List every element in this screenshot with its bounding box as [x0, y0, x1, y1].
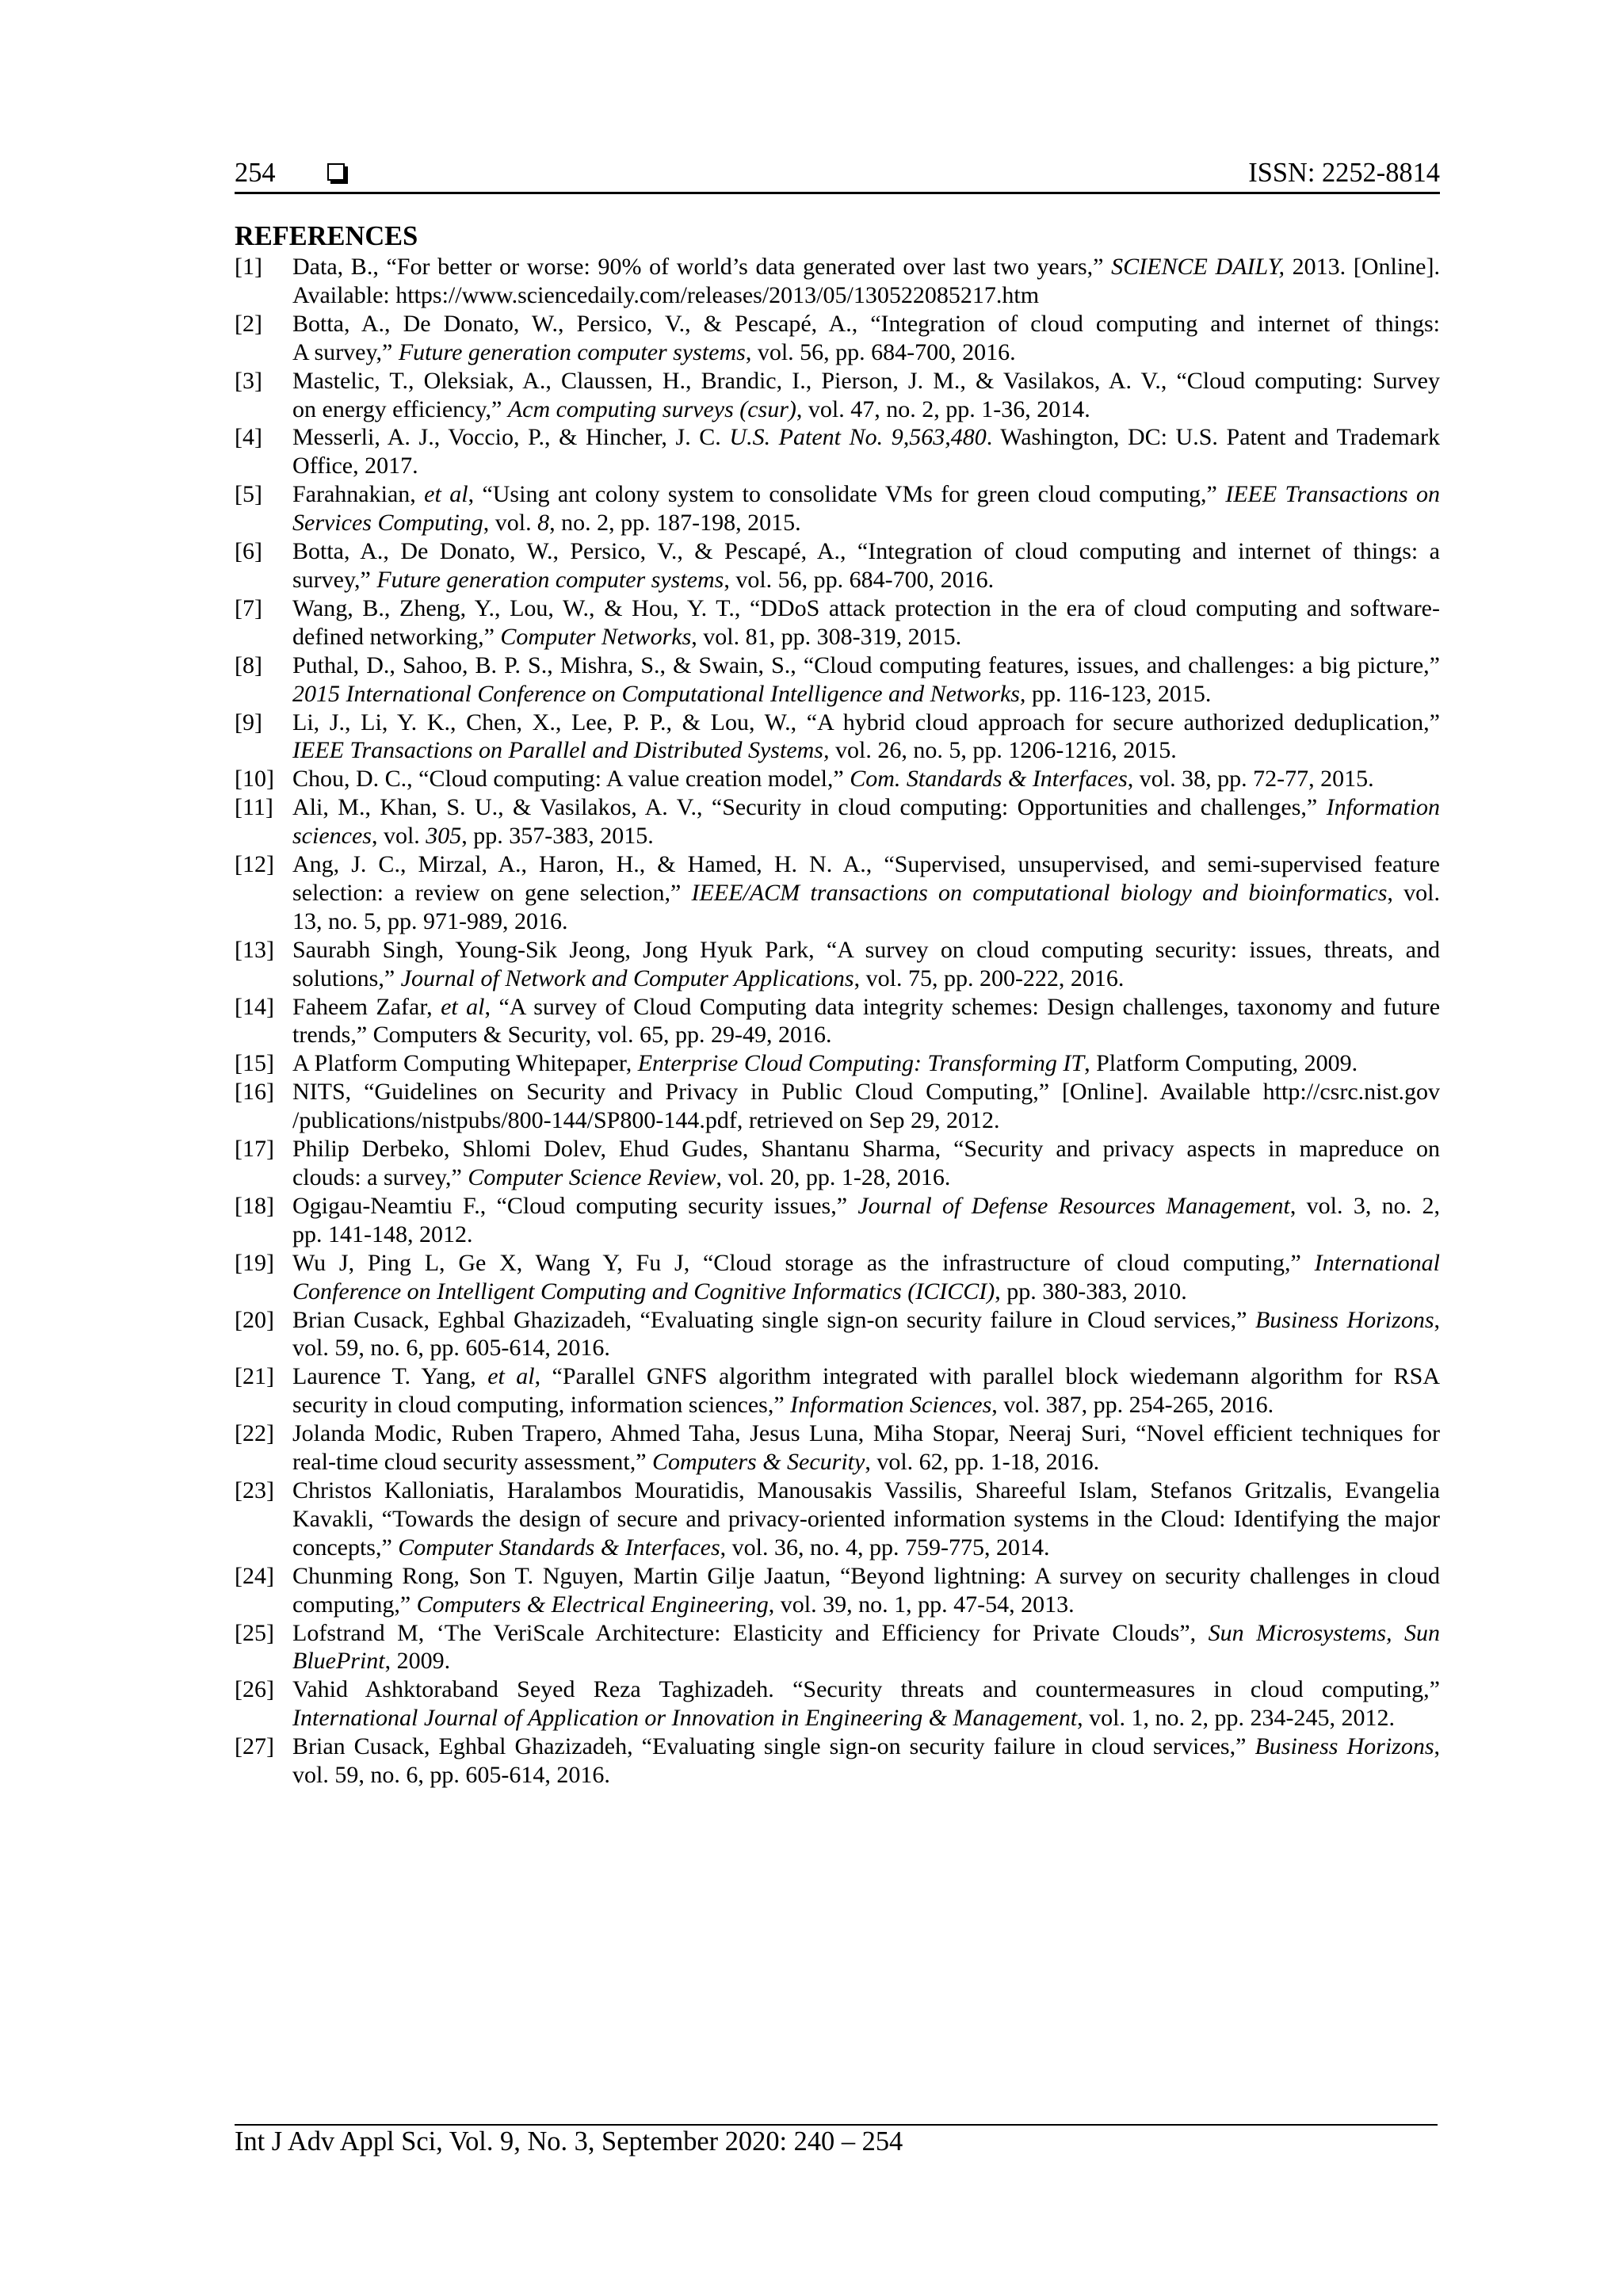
reference-source-italic: SCIENCE DAILY,: [1111, 254, 1285, 280]
reference-item: [235, 1675, 1440, 1733]
reference-text: [292, 1562, 1440, 1619]
reference-text: [292, 253, 1440, 310]
reference-segment: Botta, A., De Donato, W., Persico, V., & Pescapé, A., “Integration of cloud computing and internet of things:: [292, 310, 1440, 337]
reference-number: [8]: [235, 651, 262, 678]
page-number: 254: [235, 158, 276, 188]
reference-segment: , Platform Computing, 2009.: [1084, 1050, 1358, 1077]
reference-source-italic: Future generation computer systems: [398, 338, 746, 365]
reference-source-italic: IEEE/ACM transactions on computational biology and bioinformatics: [691, 879, 1388, 906]
reference-line: [292, 1534, 1440, 1562]
reference-item: [235, 1419, 1440, 1477]
reference-text: [292, 709, 1440, 766]
reference-segment: Laurence T. Yang,: [292, 1363, 488, 1390]
reference-segment: , vol.: [371, 823, 426, 850]
reference-segment: Lofstrand M, ‘The VeriScale Architecture: Elasticity and Efficiency for Private Clouds”,: [292, 1619, 1209, 1646]
reference-item: [235, 1477, 1440, 1562]
reference-source-italic: Com. Standards & Interfaces: [850, 766, 1128, 793]
reference-segment: /publications/nistpubs/800-144/SP800-144.pdf, retrieved on Sep 29, 2012.: [292, 1107, 1000, 1134]
reference-line: [292, 310, 1440, 338]
reference-segment: , vol.: [1387, 879, 1441, 906]
reference-line: [292, 736, 1440, 765]
reference-segment: , vol. 387, pp. 254-265, 2016.: [991, 1392, 1274, 1419]
reference-segment: survey,”: [292, 566, 377, 593]
reference-segment: Brian Cusack, Eghbal Ghazizadeh, “Evaluating single sign-on security failure in Cloud services,”: [292, 1306, 1255, 1333]
reference-line: [292, 1761, 1440, 1790]
reference-segment: Christos Kalloniatis, Haralambos Mouratidis, Manousakis Vassilis, Shareeful Islam, Stefanos Gritzalis, Evangelia: [292, 1477, 1440, 1503]
reference-source-italic: Journal of Defense Resources Management: [857, 1192, 1290, 1219]
reference-number: [4]: [235, 424, 262, 451]
reference-line: [292, 1477, 1440, 1505]
reference-source-italic: Future generation computer systems: [376, 566, 724, 593]
reference-line: [292, 1647, 1440, 1675]
reference-source-italic: International Journal of Application or Innovation in Engineering & Management: [292, 1705, 1078, 1732]
reference-line: [292, 651, 1440, 680]
reference-item: [235, 480, 1440, 537]
reference-text: [292, 1135, 1440, 1192]
reference-source-italic: 305: [426, 823, 462, 850]
reference-source-italic: Business Horizons: [1254, 1733, 1434, 1760]
reference-segment: Ang, J. C., Mirzal, A., Haron, H., & Hamed, H. N. A., “Supervised, unsupervised, and semi-supervised feature: [292, 851, 1440, 878]
reference-item: [235, 1249, 1440, 1306]
reference-text: [292, 993, 1440, 1050]
reference-segment: Vahid Ashktoraband Seyed Reza Taghizadeh. “Security threats and countermeasures in cloud computing,”: [292, 1676, 1440, 1703]
reference-item: [235, 1562, 1440, 1619]
reference-line: [292, 822, 1440, 850]
reference-item: [235, 1192, 1440, 1249]
reference-item: [235, 850, 1440, 936]
reference-segment: 2013. [Online].: [1285, 254, 1440, 280]
reference-segment: 13, no. 5, pp. 971-989, 2016.: [292, 907, 568, 934]
reference-source-italic: Computer Standards & Interfaces: [398, 1534, 720, 1561]
reference-segment: solutions,”: [292, 965, 401, 991]
reference-segment: ,: [1434, 1306, 1440, 1333]
reference-number: [18]: [235, 1192, 274, 1219]
reference-item: [235, 367, 1440, 424]
reference-line: [292, 965, 1440, 993]
reference-segment: , vol. 56, pp. 684-700, 2016.: [724, 566, 995, 593]
reference-segment: , vol. 3, no. 2,: [1289, 1192, 1441, 1219]
reference-segment: pp. 116-123, 2015.: [1025, 680, 1212, 707]
reference-line: [292, 1619, 1440, 1648]
reference-source-italic: U.S. Patent No. 9,563,480: [729, 424, 987, 451]
reference-source-italic: 2015 International Conference on Computational Intelligence and Networks,: [292, 680, 1026, 707]
reference-segment: A Platform Computing Whitepaper,: [292, 1050, 638, 1077]
reference-segment: Brian Cusack, Eghbal Ghazizadeh, “Evaluating single sign-on security failure in cloud services,”: [292, 1733, 1255, 1760]
reference-source-italic: IEEE Transactions on Parallel and Distributed Systems,: [292, 737, 830, 764]
reference-item: [235, 1049, 1440, 1078]
reference-text: [292, 1477, 1440, 1562]
reference-source-italic: International: [1314, 1249, 1440, 1276]
reference-number: [22]: [235, 1420, 274, 1447]
reference-segment: , vol. 38, pp. 72-77, 2015.: [1127, 766, 1374, 793]
square-shadow-icon: [327, 163, 345, 181]
reference-text: [292, 765, 1440, 793]
footer-citation: Int J Adv Appl Sci, Vol. 9, No. 3, September 2020: 240 – 254: [235, 2126, 903, 2157]
reference-text: [292, 1249, 1440, 1306]
reference-segment: Kavakli, “Towards the design of secure and privacy-oriented information systems in the Cloud: Identifying the major: [292, 1505, 1440, 1532]
reference-source-italic: Information: [1326, 794, 1440, 821]
reference-text: [292, 1675, 1440, 1733]
reference-source-italic: Computer Networks: [500, 623, 692, 650]
reference-text: [292, 1192, 1440, 1249]
reference-segment: ,: [1434, 1733, 1441, 1760]
reference-segment: clouds: a survey,”: [292, 1164, 468, 1190]
reference-text: [292, 793, 1440, 850]
reference-text: [292, 1419, 1440, 1477]
reference-segment: , vol. 81, pp. 308-319, 2015.: [691, 623, 962, 650]
reference-line: [292, 709, 1440, 737]
reference-segment: , vol. 39, no. 1, pp. 47-54, 2013.: [768, 1591, 1075, 1618]
reference-segment: vol. 59, no. 6, pp. 605-614, 2016.: [292, 1335, 610, 1362]
reference-line: [292, 680, 1440, 709]
reference-number: [20]: [235, 1306, 274, 1333]
reference-line: [292, 452, 1440, 480]
reference-line: [292, 1591, 1440, 1619]
reference-number: [14]: [235, 993, 274, 1020]
reference-segment: Li, J., Li, Y. K., Chen, X., Lee, P. P., & Lou, W., “A hybrid cloud approach for secure authorized deduplication,”: [292, 709, 1440, 735]
reference-line: [292, 1362, 1440, 1391]
reference-segment: , vol. 56, pp. 684-700, 2016.: [745, 338, 1016, 365]
reference-source-italic: Sun Microsystems, Sun: [1208, 1619, 1440, 1646]
reference-line: [292, 793, 1440, 822]
reference-source-italic: Acm computing surveys (csur): [507, 395, 796, 422]
reference-source-italic: Information Sciences: [790, 1392, 992, 1419]
reference-line: [292, 1249, 1440, 1278]
reference-number: [23]: [235, 1477, 274, 1503]
reference-line: [292, 1221, 1440, 1249]
reference-segment: , 2009.: [384, 1648, 451, 1675]
reference-text: [292, 1362, 1440, 1419]
reference-line: [292, 395, 1440, 424]
reference-segment: , vol. 36, no. 4, pp. 759-775, 2014.: [720, 1534, 1050, 1561]
reference-text: [292, 537, 1440, 594]
reference-source-italic: Conference on Intelligent Computing and Cognitive Informatics (ICICCI): [292, 1278, 995, 1305]
reference-segment: defined networking,”: [292, 623, 501, 650]
reference-segment: selection: a review on gene selection,”: [292, 879, 692, 906]
reference-line: [292, 1675, 1440, 1704]
reference-line: [292, 566, 1440, 594]
reference-number: [26]: [235, 1676, 274, 1703]
reference-item: [235, 993, 1440, 1050]
reference-item: [235, 1135, 1440, 1192]
reference-item: [235, 1619, 1440, 1676]
reference-item: [235, 310, 1440, 367]
reference-number: [27]: [235, 1733, 274, 1760]
reference-line: [292, 1192, 1440, 1221]
reference-segment: computing,”: [292, 1591, 417, 1618]
reference-text: [292, 850, 1440, 936]
reference-line: [292, 509, 1440, 537]
reference-item: [235, 1306, 1440, 1363]
reference-item: [235, 423, 1440, 480]
reference-line: [292, 281, 1440, 310]
reference-line: [292, 1562, 1440, 1591]
reference-line: [292, 253, 1440, 281]
reference-line: [292, 1106, 1440, 1135]
reference-source-italic: BluePrint: [292, 1648, 385, 1675]
reference-source-italic: Computers & Electrical Engineering: [416, 1591, 769, 1618]
reference-line: [292, 765, 1440, 793]
reference-segment: security in cloud computing, information sciences,”: [292, 1392, 791, 1419]
reference-source-italic: et al: [487, 1363, 535, 1390]
reference-source-italic: Services Computing: [292, 510, 483, 537]
reference-number: [15]: [235, 1050, 274, 1077]
journal-issn: ISSN: 2252-8814: [1248, 158, 1440, 188]
reference-line: [292, 1078, 1440, 1106]
reference-text: [292, 594, 1440, 651]
reference-segment: A survey,”: [292, 338, 399, 365]
reference-line: [292, 423, 1440, 452]
reference-segment: Mastelic, T., Oleksiak, A., Claussen, H., Brandic, I., Pierson, J. M., & Vasilakos, A. V., “Cloud computing: Survey: [292, 367, 1440, 394]
reference-segment: real-time cloud security assessment,”: [292, 1449, 653, 1476]
reference-segment: Wu J, Ping L, Ge X, Wang Y, Fu J, “Cloud storage as the infrastructure of cloud computing,”: [292, 1249, 1315, 1276]
reference-line: [292, 594, 1440, 623]
reference-source-italic: Computer Science Review: [468, 1164, 716, 1190]
reference-item: [235, 537, 1440, 594]
reference-source-italic: sciences: [292, 823, 372, 850]
reference-source-italic: Business Horizons: [1254, 1306, 1434, 1333]
reference-text: [292, 310, 1440, 367]
reference-segment: , vol. 47, no. 2, pp. 1-36, 2014.: [796, 395, 1090, 422]
reference-number: [24]: [235, 1562, 274, 1589]
reference-segment: Data, B., “For better or worse: 90% of world’s data generated over last two years,”: [292, 254, 1112, 280]
reference-number: [6]: [235, 538, 262, 565]
reference-number: [1]: [235, 254, 262, 280]
reference-segment: Ali, M., Khan, S. U., & Vasilakos, A. V., “Security in cloud computing: Opportunities and challenges,”: [292, 794, 1327, 821]
reference-source-italic: IEEE Transactions on: [1225, 481, 1440, 508]
reference-segment: Ogigau-Neamtiu F., “Cloud computing security issues,”: [292, 1192, 858, 1219]
section-heading: REFERENCES: [235, 221, 418, 251]
reference-text: [292, 1306, 1440, 1363]
reference-item: [235, 1733, 1440, 1790]
reference-item: [235, 793, 1440, 850]
reference-segment: , pp. 380-383, 2010.: [995, 1278, 1187, 1305]
reference-item: [235, 709, 1440, 766]
reference-segment: . Washington, DC: U.S. Patent and Trademark: [986, 424, 1440, 451]
reference-number: [2]: [235, 310, 262, 337]
reference-segment: Puthal, D., Sahoo, B. P. S., Mishra, S., & Swain, S., “Cloud computing features, issues, and challenges: a big picture,”: [292, 651, 1440, 678]
reference-segment: Saurabh Singh, Young-Sik Jeong, Jong Hyuk Park, “A survey on cloud computing security: issues, threats, and: [292, 936, 1440, 963]
reference-line: [292, 1704, 1440, 1733]
reference-segment: concepts,”: [292, 1534, 399, 1561]
reference-line: [292, 1419, 1440, 1448]
reference-source-italic: 8: [537, 510, 550, 537]
reference-item: [235, 936, 1440, 993]
reference-item: [235, 594, 1440, 651]
reference-number: [16]: [235, 1079, 274, 1106]
reference-source-italic: et al: [441, 993, 485, 1020]
reference-text: [292, 1733, 1440, 1790]
reference-segment: vol. 26, no. 5, pp. 1206-1216, 2015.: [829, 737, 1177, 764]
reference-line: [292, 480, 1440, 509]
reference-segment: Jolanda Modic, Ruben Trapero, Ahmed Taha, Jesus Luna, Miha Stopar, Neeraj Suri, “Novel efficient techniques for: [292, 1420, 1440, 1447]
reference-segment: , vol.: [483, 510, 538, 537]
reference-number: [17]: [235, 1136, 274, 1163]
reference-source-italic: Computers & Security: [652, 1449, 865, 1476]
reference-line: [292, 1135, 1440, 1163]
reference-number: [5]: [235, 481, 262, 508]
reference-segment: , “Parallel GNFS algorithm integrated with parallel block wiedemann algorithm for RSA: [534, 1363, 1440, 1390]
reference-number: [19]: [235, 1249, 274, 1276]
reference-source-italic: et al: [424, 481, 468, 508]
reference-segment: Office, 2017.: [292, 453, 418, 479]
reference-line: [292, 907, 1440, 936]
reference-text: [292, 1049, 1440, 1078]
reference-line: [292, 1163, 1440, 1192]
reference-line: [292, 537, 1440, 566]
reference-segment: NITS, “Guidelines on Security and Privacy in Public Cloud Computing,” [Online]. Available http://csrc.nist.gov: [292, 1079, 1440, 1106]
reference-text: [292, 367, 1440, 424]
reference-item: [235, 765, 1440, 793]
reference-source-italic: Enterprise Cloud Computing: Transforming IT: [637, 1050, 1085, 1077]
reference-source-italic: Journal of Network and Computer Applications: [400, 965, 854, 991]
reference-line: [292, 1391, 1440, 1419]
reference-text: [292, 1078, 1440, 1135]
reference-line: [292, 1306, 1440, 1335]
reference-segment: on energy efficiency,”: [292, 395, 508, 422]
reference-segment: , vol. 62, pp. 1-18, 2016.: [865, 1449, 1100, 1476]
reference-segment: Wang, B., Zheng, Y., Lou, W., & Hou, Y. T., “DDoS attack protection in the era of cloud computing and software-: [292, 594, 1440, 621]
reference-segment: Available: https://www.sciencedaily.com/releases/2013/05/130522085217.htm: [292, 281, 1040, 308]
reference-line: [292, 1733, 1440, 1761]
reference-line: [292, 623, 1440, 651]
reference-segment: , vol. 20, pp. 1-28, 2016.: [716, 1164, 951, 1190]
reference-line: [292, 367, 1440, 395]
reference-segment: Chunming Rong, Son T. Nguyen, Martin Gilje Jaatun, “Beyond lightning: A survey on security challenges in cloud: [292, 1562, 1440, 1589]
reference-line: [292, 1448, 1440, 1477]
reference-segment: trends,” Computers & Security, vol. 65, pp. 29-49, 2016.: [292, 1022, 832, 1049]
reference-text: [292, 936, 1440, 993]
reference-number: [10]: [235, 766, 274, 793]
reference-segment: , “Using ant colony system to consolidate VMs for green cloud computing,”: [468, 481, 1226, 508]
reference-segment: , vol. 75, pp. 200-222, 2016.: [854, 965, 1125, 991]
reference-number: [12]: [235, 851, 274, 878]
reference-item: [235, 1362, 1440, 1419]
reference-item: [235, 253, 1440, 310]
reference-text: [292, 651, 1440, 709]
reference-item: [235, 651, 1440, 709]
reference-number: [13]: [235, 936, 274, 963]
reference-segment: Messerli, A. J., Voccio, P., & Hincher, J. C.: [292, 424, 730, 451]
reference-number: [3]: [235, 367, 262, 394]
reference-text: [292, 480, 1440, 537]
reference-number: [9]: [235, 709, 262, 735]
reference-line: [292, 1505, 1440, 1534]
reference-segment: Farahnakian,: [292, 481, 425, 508]
reference-line: [292, 1278, 1440, 1306]
reference-segment: Faheem Zafar,: [292, 993, 441, 1020]
reference-line: [292, 879, 1440, 907]
reference-number: [7]: [235, 594, 262, 621]
reference-line: [292, 1049, 1440, 1078]
reference-number: [11]: [235, 794, 273, 821]
reference-segment: , vol. 1, no. 2, pp. 234-245, 2012.: [1077, 1705, 1395, 1732]
reference-list: [235, 253, 1440, 1790]
reference-segment: Philip Derbeko, Shlomi Dolev, Ehud Gudes, Shantanu Sharma, “Security and privacy aspects in mapreduce on: [292, 1136, 1440, 1163]
reference-segment: pp. 141-148, 2012.: [292, 1221, 473, 1247]
reference-line: [292, 993, 1440, 1022]
reference-line: [292, 338, 1440, 367]
reference-text: [292, 423, 1440, 480]
reference-line: [292, 1021, 1440, 1049]
reference-text: [292, 1619, 1440, 1676]
reference-line: [292, 936, 1440, 965]
reference-segment: Botta, A., De Donato, W., Persico, V., & Pescapé, A., “Integration of cloud computing and internet of things: a: [292, 538, 1440, 565]
reference-segment: , no. 2, pp. 187-198, 2015.: [549, 510, 801, 537]
reference-number: [25]: [235, 1619, 274, 1646]
reference-segment: , “A survey of Cloud Computing data integrity schemes: Design challenges, taxonomy and future: [484, 993, 1441, 1020]
reference-item: [235, 1078, 1440, 1135]
reference-segment: Chou, D. C., “Cloud computing: A value creation model,”: [292, 766, 850, 793]
reference-segment: vol. 59, no. 6, pp. 605-614, 2016.: [292, 1762, 610, 1789]
reference-segment: , pp. 357-383, 2015.: [461, 823, 654, 850]
reference-line: [292, 1334, 1440, 1362]
header-rule: [235, 192, 1440, 194]
reference-number: [21]: [235, 1363, 274, 1390]
reference-line: [292, 850, 1440, 879]
